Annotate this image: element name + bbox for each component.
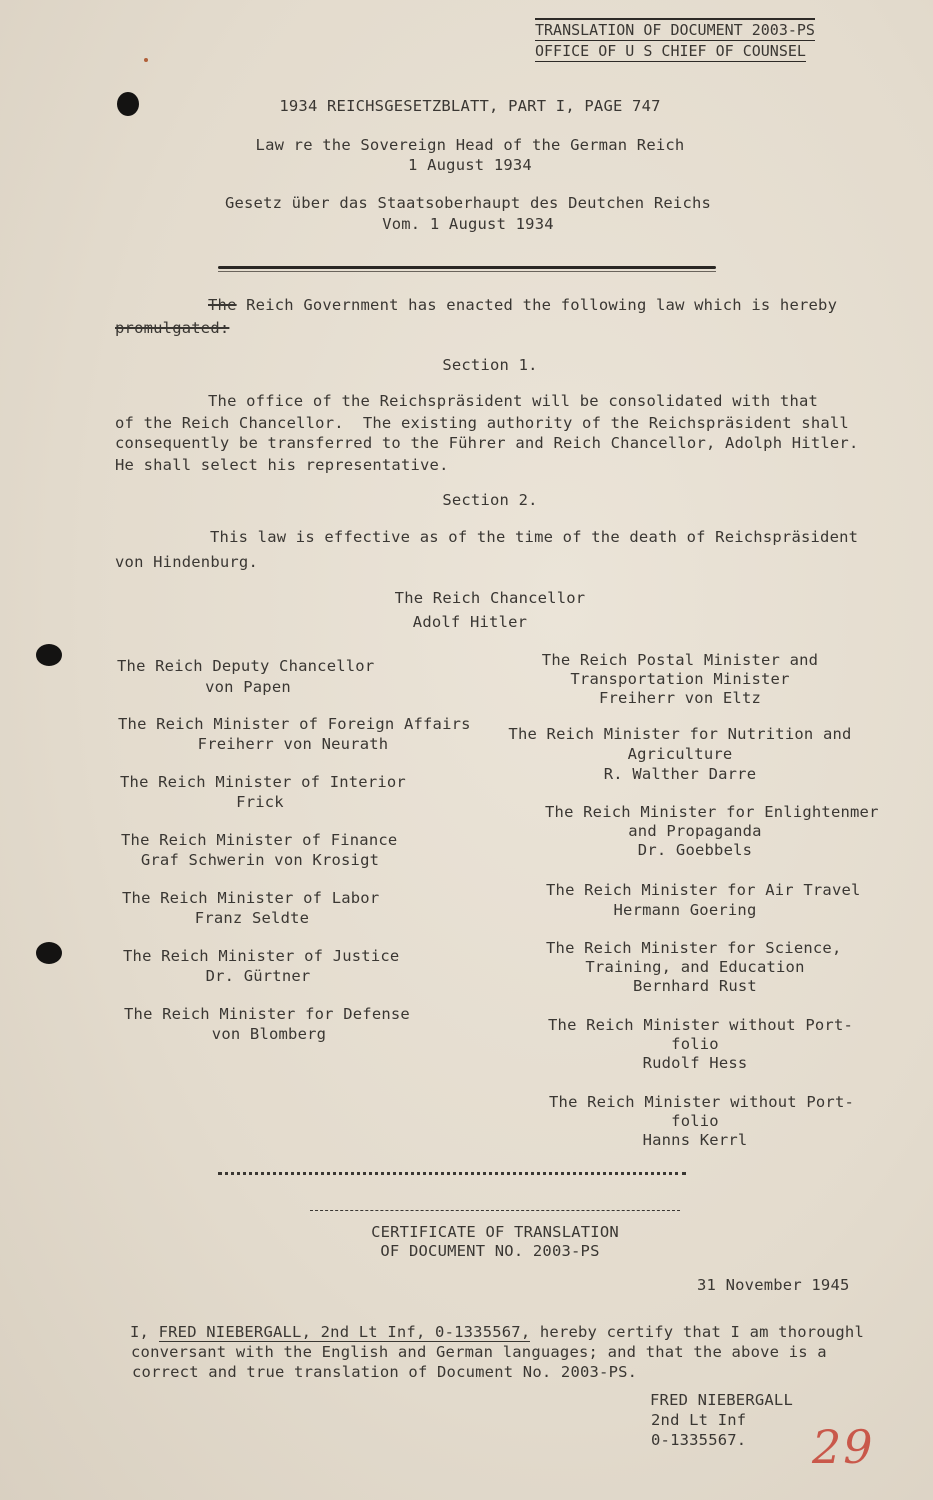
section-2-line: von Hindenburg. (115, 553, 258, 571)
signatory-line: The Reich Postal Minister and (541, 651, 819, 669)
signatory-name: Dr. Goebbels (637, 841, 753, 859)
document-header (535, 18, 815, 62)
preamble-text: Reich Government has enacted the following law which is hereby (236, 296, 838, 314)
chancellor-title: The Reich Chancellor (394, 589, 586, 607)
separator-rule-shadow (218, 271, 716, 272)
signatory-name: Rudolf Hess (642, 1054, 748, 1072)
signatory-line: Training, and Education (585, 958, 805, 976)
section-1-line: The office of the Reichspräsident will be consolidated with that (208, 392, 819, 410)
translator-name: FRED NIEBERGALL, 2nd Lt Inf, 0-1335567, (158, 1323, 531, 1341)
signatory-name: Bernhard Rust (633, 977, 757, 995)
section-1-line: of the Reich Chancellor. The existing authority of the Reichspräsident shall (115, 414, 849, 432)
signatory-name: Freiherr von Eltz (598, 689, 762, 707)
signatory-name: R. Walther Darre (603, 765, 757, 783)
certificate-line-2: conversant with the English and German languages; and that the above is a (131, 1343, 827, 1361)
certificate-subheading: OF DOCUMENT NO. 2003-PS (380, 1242, 600, 1260)
signatory-line: Agriculture (627, 745, 733, 763)
signatory-name: von Papen (205, 678, 291, 696)
signatory-title: The Reich Minister of Labor (122, 889, 380, 907)
signatory-line: and Propaganda (628, 822, 762, 840)
signatory-name: Franz Seldte (194, 909, 310, 927)
signatory-name: Hermann Goering (613, 901, 757, 919)
punch-hole (36, 644, 62, 666)
signatory-name: Hanns Kerrl (642, 1131, 748, 1149)
signatory-line: The Reich Minister without Port- (548, 1016, 854, 1034)
signatory-line: The Reich Minister for Enlightenmer (545, 803, 879, 821)
chancellor-name: Adolf Hitler (412, 613, 528, 631)
signature-name: FRED NIEBERGALL (650, 1391, 793, 1409)
signatory-title: The Reich Minister for Defense (124, 1005, 410, 1023)
signatory-name: Graf Schwerin von Krosigt (140, 851, 380, 869)
certificate-heading: CERTIFICATE OF TRANSLATION (371, 1223, 619, 1241)
signature-rank: 2nd Lt Inf (651, 1411, 747, 1429)
dotted-separator (218, 1172, 686, 1175)
section-1-heading: Section 1. (442, 356, 538, 374)
certificate-line-3: correct and true translation of Document No. 2003-PS. (132, 1363, 638, 1381)
title-de-line-1: Gesetz über das Staatsoberhaupt des Deutchen Reichs (224, 194, 712, 212)
struck-word: The (208, 296, 237, 314)
signature-serial: 0-1335567. (651, 1431, 747, 1449)
punch-hole (36, 942, 62, 964)
handwritten-page-number: 29 (812, 1420, 875, 1474)
section-2-line: This law is effective as of the time of the death of Reichspräsident (210, 528, 859, 546)
signatory-line: folio (671, 1112, 719, 1130)
certificate-prefix: I, (130, 1323, 159, 1341)
preamble-line-2: promulgated: (115, 319, 230, 337)
separator-rule (218, 266, 716, 269)
dashed-separator (310, 1210, 680, 1211)
signatory-line: The Reich Minister for Science, (546, 939, 842, 957)
header-line-1: TRANSLATION OF DOCUMENT 2003-PS (535, 18, 815, 41)
citation: 1934 REICHSGESETZBLATT, PART I, PAGE 747 (279, 97, 661, 115)
signatory-name: von Blomberg (211, 1025, 327, 1043)
title-en-line-1: Law re the Sovereign Head of the German Reich (255, 136, 685, 154)
preamble-line-1 (208, 295, 837, 315)
certificate-line-1 (130, 1322, 864, 1342)
header-line-2: OFFICE OF U S CHIEF OF COUNSEL (535, 42, 806, 60)
signatory-title: The Reich Minister of Foreign Affairs (118, 715, 471, 733)
certificate-date: 31 November 1945 (697, 1276, 850, 1294)
section-2-heading: Section 2. (442, 491, 538, 509)
title-de-line-2: Vom. 1 August 1934 (382, 215, 554, 233)
section-1-line: He shall select his representative. (115, 456, 449, 474)
signatory-name: Dr. Gürtner (205, 967, 311, 985)
signatory-name: Freiherr von Neurath (197, 735, 389, 753)
signatory-title: The Reich Deputy Chancellor (117, 657, 375, 675)
signatory-line: The Reich Minister for Air Travel (546, 881, 861, 899)
signatory-title: The Reich Minister of Justice (123, 947, 400, 965)
signatory-line: The Reich Minister for Nutrition and (508, 725, 852, 743)
signatory-line: folio (671, 1035, 719, 1053)
signatory-name: Frick (236, 793, 284, 811)
title-en-line-2: 1 August 1934 (408, 156, 532, 174)
section-1-line: consequently be transferred to the Führer and Reich Chancellor, Adolph Hitler. (115, 434, 859, 452)
punch-hole (117, 92, 139, 116)
stain-mark (144, 58, 148, 62)
certificate-text: hereby certify that I am thoroughl (530, 1323, 864, 1341)
signatory-line: The Reich Minister without Port- (549, 1093, 855, 1111)
signatory-title: The Reich Minister of Interior (120, 773, 406, 791)
signatory-line: Transportation Minister (570, 670, 790, 688)
signatory-title: The Reich Minister of Finance (121, 831, 398, 849)
